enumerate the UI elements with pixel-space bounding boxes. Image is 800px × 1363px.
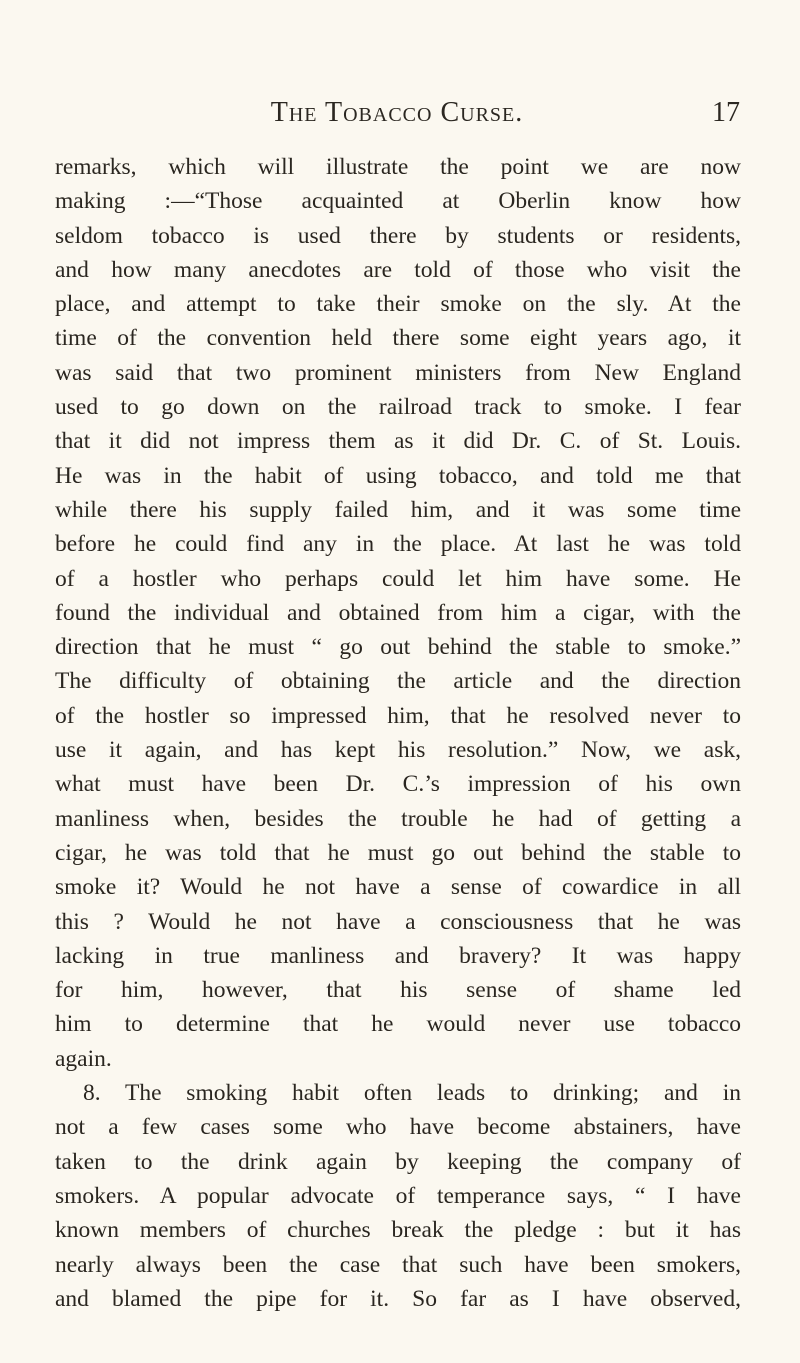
page-number: 17 — [712, 97, 740, 128]
text-line: remarks, which will illustrate the point we are now — [55, 154, 741, 180]
paragraph-start-line: 8. The smoking habit often leads to drinking; and in — [83, 1080, 741, 1107]
running-title: The Tobacco Curse. — [270, 97, 524, 128]
text-line: place, and attempt to take their smoke on the sly. At the — [55, 291, 741, 318]
text-line: known members of churches break the pledge : but it has — [55, 1217, 741, 1244]
text-line: cigar, he was told that he must go out behind the stable to — [55, 839, 741, 866]
text-line: smoke it? Would he not have a sense of cowardice in all — [55, 874, 741, 901]
text-line: before he could find any in the place. At last he was told — [55, 531, 741, 558]
text-line: what must have been Dr. C.’s impression of his own — [55, 771, 741, 798]
text-line: that it did not impress them as it did Dr. C. of St. Louis. — [55, 428, 741, 455]
text-line: of a hostler who perhaps could let him have some. He — [55, 565, 741, 592]
text-line: of the hostler so impressed him, that he resolved never to — [55, 702, 741, 729]
text-line: used to go down on the railroad track to smoke. I fear — [55, 394, 741, 421]
text-line: while there his supply failed him, and it was some time — [55, 496, 741, 523]
text-line: this ? Would he not have a consciousness that he was — [55, 908, 741, 935]
page-header — [54, 97, 740, 137]
body-text — [55, 150, 741, 1316]
text-line: direction that he must “ go out behind the stable to smoke.” — [55, 634, 741, 661]
text-line: smokers. A popular advocate of temperance says, “ I have — [55, 1182, 741, 1209]
text-line: for him, however, that his sense of shame led — [55, 977, 741, 1004]
text-line: taken to the drink again by keeping the company of — [55, 1148, 741, 1175]
text-line: He was in the habit of using tobacco, and told me that — [55, 462, 741, 489]
text-line: making :—“Those acquainted at Oberlin know how — [55, 188, 741, 215]
text-line: lacking in true manliness and bravery? It was happy — [55, 942, 741, 969]
text-line: not a few cases some who have become abstainers, have — [55, 1114, 741, 1141]
text-line: use it again, and has kept his resolution.” Now, we ask, — [55, 737, 741, 764]
text-line: nearly always been the case that such have been smokers, — [55, 1251, 741, 1278]
text-line: manliness when, besides the trouble he had of getting a — [55, 805, 741, 832]
text-line: time of the convention held there some eight years ago, it — [55, 325, 741, 352]
text-line: seldom tobacco is used there by students or residents, — [55, 222, 741, 249]
text-line: and blamed the pipe for it. So far as I have observed, — [55, 1285, 741, 1312]
text-line: and how many anecdotes are told of those who visit the — [55, 256, 741, 283]
text-line: was said that two prominent ministers from New England — [55, 359, 741, 386]
paragraph-end-line: again. — [55, 1045, 112, 1072]
text-line: him to determine that he would never use tobacco — [55, 1011, 741, 1038]
text-line: found the individual and obtained from him a cigar, with the — [55, 599, 741, 626]
text-line: The difficulty of obtaining the article and the direction — [55, 668, 741, 695]
